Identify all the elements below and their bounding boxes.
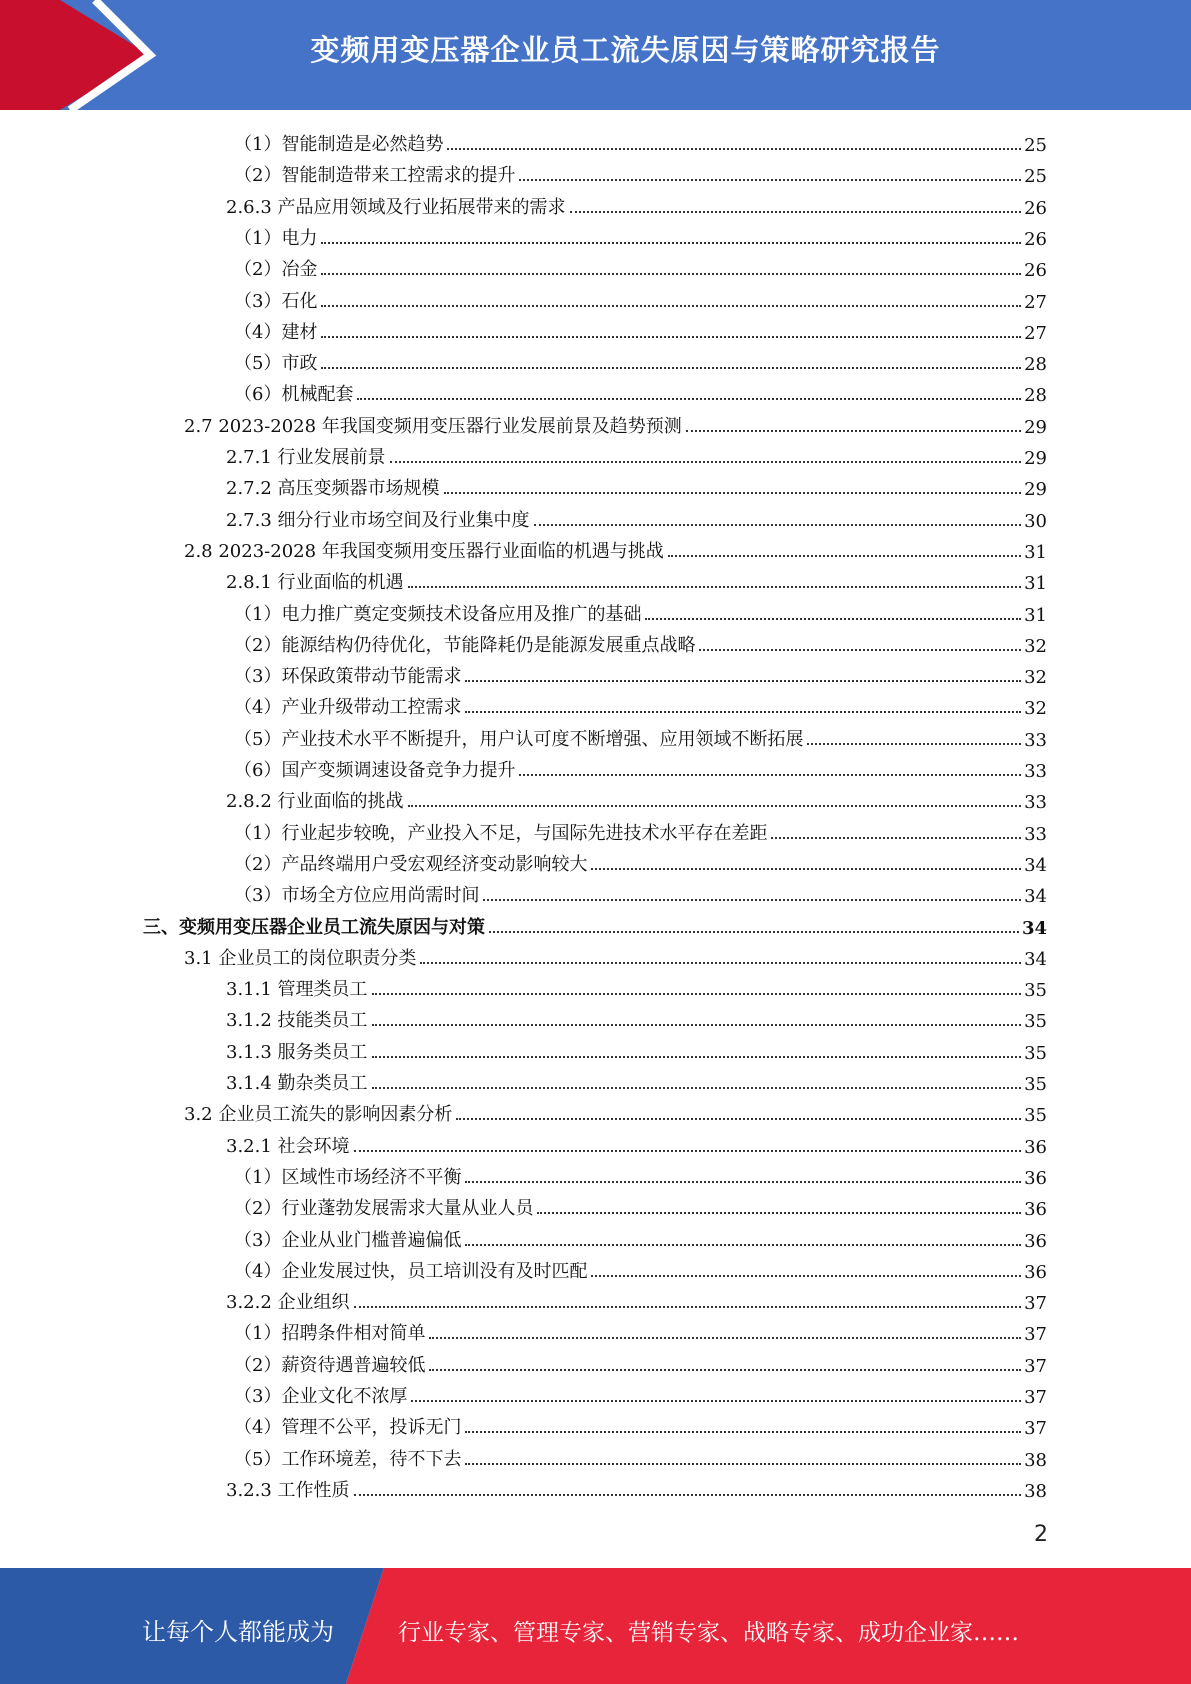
- toc-dot-leader: [534, 524, 1022, 526]
- toc-entry-label: 2.7 2023-2028 年我国变频用变压器行业发展前景及趋势预测: [184, 415, 682, 437]
- toc-entry-page: 30: [1024, 510, 1047, 532]
- toc-entry[interactable]: [234, 691, 1047, 719]
- toc-entry-label: （2）能源结构仍待优化，节能降耗仍是能源发展重点战略: [234, 634, 696, 656]
- toc-entry-label: （1）区域性市场经济不平衡: [234, 1166, 462, 1188]
- toc-entry[interactable]: [234, 1317, 1047, 1345]
- toc-entry[interactable]: [226, 1474, 1047, 1502]
- toc-entry-page: 28: [1024, 354, 1047, 376]
- toc-entry-page: 31: [1024, 541, 1047, 563]
- toc-entry-page: 38: [1024, 1480, 1047, 1502]
- toc-dot-leader: [354, 1306, 1022, 1308]
- toc-entry[interactable]: [234, 316, 1047, 344]
- toc-entry-label: （2）薪资待遇普遍较低: [234, 1354, 426, 1376]
- toc-entry-label: （2）冶金: [234, 259, 318, 281]
- toc-entry[interactable]: [226, 1130, 1047, 1158]
- toc-entry-page: 35: [1024, 1105, 1047, 1127]
- toc-entry-page: 25: [1024, 166, 1047, 188]
- toc-entry[interactable]: [234, 1349, 1047, 1377]
- toc-entry-page: 33: [1024, 761, 1047, 782]
- toc-entry[interactable]: [226, 1036, 1047, 1064]
- toc-entry-label: 3.1.2 技能类员工: [226, 1010, 368, 1032]
- toc-entry-label: （6）机械配套: [234, 384, 354, 406]
- toc-dot-leader: [686, 430, 1021, 432]
- toc-dot-leader: [321, 305, 1021, 307]
- toc-entry-label: （4）产业升级带动工控需求: [234, 697, 462, 719]
- toc-dot-leader: [321, 273, 1021, 275]
- toc-entry-label: （1）电力推广奠定变频技术设备应用及推广的基础: [234, 603, 642, 625]
- toc-entry-label: （2）行业蓬勃发展需求大量从业人员: [234, 1198, 534, 1220]
- toc-entry[interactable]: [234, 347, 1047, 375]
- toc-entry[interactable]: [234, 848, 1047, 876]
- toc-dot-leader: [519, 179, 1021, 181]
- toc-entry-page: 34: [1021, 917, 1047, 939]
- toc-entry-label: （4）建材: [234, 321, 318, 343]
- toc-entry-label: 三、变频用变压器企业员工流失原因与对策: [143, 916, 485, 938]
- toc-entry-label: （5）工作环境差，待不下去: [234, 1448, 462, 1470]
- toc-entry[interactable]: [226, 566, 1047, 594]
- toc-entry-label: 3.1 企业员工的岗位职责分类: [184, 947, 417, 969]
- toc-dot-leader: [807, 743, 1021, 745]
- toc-entry[interactable]: [234, 1380, 1047, 1408]
- toc-entry-page: 34: [1024, 854, 1047, 876]
- toc-entry[interactable]: [234, 1411, 1047, 1439]
- toc-dot-leader: [420, 962, 1021, 964]
- toc-entry-label: （2）产品终端用户受宏观经济变动影响较大: [234, 853, 588, 875]
- toc-dot-leader: [483, 899, 1021, 901]
- toc-entry-label: 3.2.3 工作性质: [226, 1479, 350, 1501]
- toc-entry-label: （1）电力: [234, 227, 318, 249]
- toc-entry[interactable]: [184, 410, 1047, 438]
- toc-entry-label: 2.7.2 高压变频器市场规模: [226, 478, 440, 500]
- footer-slogan-right: 行业专家、管理专家、营销专家、战略专家、成功企业家……: [398, 1620, 1019, 1646]
- toc-dot-leader: [372, 1024, 1022, 1026]
- toc-entry-label: （4）管理不公平，投诉无门: [234, 1417, 462, 1439]
- toc-dot-leader: [354, 1150, 1022, 1152]
- toc-entry-page: 26: [1024, 260, 1047, 282]
- toc-entry[interactable]: [184, 942, 1047, 970]
- toc-entry[interactable]: [234, 1192, 1047, 1220]
- toc-entry-page: 27: [1024, 322, 1047, 344]
- toc-entry[interactable]: [184, 535, 1047, 563]
- page-footer: [0, 1568, 1191, 1684]
- toc-entry[interactable]: [234, 1255, 1047, 1283]
- toc-entry-page: 38: [1024, 1449, 1047, 1471]
- toc-entry-page: 35: [1024, 1011, 1047, 1033]
- toc-dot-leader: [372, 1056, 1022, 1058]
- toc-entry-page: 27: [1024, 291, 1047, 313]
- toc-dot-leader: [321, 336, 1021, 338]
- toc-entry-page: 37: [1024, 1387, 1047, 1408]
- toc-entry[interactable]: [234, 1443, 1047, 1471]
- toc-entry-label: 2.7.1 行业发展前景: [226, 447, 386, 468]
- footer-slogan-left: 让每个人都能成为: [142, 1618, 334, 1646]
- toc-entry-page: 29: [1024, 448, 1047, 469]
- toc-entry-label: （3）环保政策带动节能需求: [234, 666, 462, 688]
- toc-entry-label: （1）智能制造是必然趋势: [234, 134, 444, 155]
- toc-dot-leader: [771, 837, 1021, 839]
- toc-entry-page: 36: [1024, 1261, 1047, 1283]
- toc-dot-leader: [465, 1244, 1021, 1246]
- toc-entry-page: 31: [1024, 604, 1047, 626]
- toc-entry-page: 28: [1024, 385, 1047, 407]
- toc-dot-leader: [429, 1337, 1021, 1339]
- toc-dot-leader: [465, 1181, 1021, 1183]
- toc-dot-leader: [465, 680, 1021, 682]
- toc-dot-leader: [408, 586, 1022, 588]
- toc-dot-leader: [447, 148, 1021, 150]
- toc-entry[interactable]: [234, 128, 1047, 156]
- toc-entry-page: 34: [1024, 948, 1047, 970]
- toc-entry-page: 36: [1024, 1136, 1047, 1158]
- toc-dot-leader: [465, 1463, 1021, 1465]
- toc-entry-page: 35: [1024, 1042, 1047, 1064]
- toc-dot-leader: [444, 492, 1022, 494]
- toc-entry[interactable]: [143, 911, 1047, 939]
- toc-entry-label: 3.1.1 管理类员工: [226, 979, 368, 1001]
- toc-dot-leader: [465, 1431, 1021, 1433]
- toc-entry-page: 33: [1024, 729, 1047, 751]
- toc-entry[interactable]: [234, 1224, 1047, 1252]
- toc-entry-page: 32: [1024, 667, 1047, 689]
- toc-entry[interactable]: [234, 723, 1047, 751]
- toc-dot-leader: [411, 1400, 1021, 1402]
- page-number: 2: [1034, 1522, 1048, 1547]
- toc-entry[interactable]: [234, 879, 1047, 907]
- toc-entry[interactable]: [234, 222, 1047, 250]
- toc-entry-label: （2）智能制造带来工控需求的提升: [234, 165, 516, 187]
- toc-entry-page: 25: [1024, 135, 1047, 156]
- toc-entry[interactable]: [226, 785, 1047, 813]
- toc-entry-page: 35: [1024, 1074, 1047, 1095]
- toc-entry-label: （5）产业技术水平不断提升，用户认可度不断增强、应用领域不断拓展: [234, 728, 804, 750]
- toc-entry-label: （6）国产变频调速设备竞争力提升: [234, 760, 516, 781]
- toc-entry-label: 3.2 企业员工流失的影响因素分析: [184, 1104, 453, 1126]
- toc-entry-label: 3.1.3 服务类员工: [226, 1041, 368, 1063]
- toc-entry-label: 3.2.2 企业组织: [226, 1292, 350, 1314]
- toc-dot-leader: [456, 1118, 1021, 1120]
- toc-entry-label: （3）市场全方位应用尚需时间: [234, 885, 480, 907]
- toc-dot-leader: [465, 711, 1021, 713]
- toc-entry-page: 33: [1024, 823, 1047, 845]
- toc-dot-leader: [489, 931, 1019, 933]
- toc-dot-leader: [390, 461, 1022, 463]
- toc-entry-page: 37: [1024, 1324, 1047, 1346]
- toc-dot-leader: [645, 618, 1021, 620]
- toc-entry[interactable]: [234, 754, 1047, 782]
- toc-entry[interactable]: [226, 472, 1047, 500]
- toc-entry-page: 31: [1024, 573, 1047, 595]
- toc-entry[interactable]: [234, 660, 1047, 688]
- toc-entry[interactable]: [234, 598, 1047, 626]
- toc-dot-leader: [570, 211, 1022, 213]
- toc-dot-leader: [429, 1369, 1021, 1371]
- toc-entry-page: 32: [1024, 698, 1047, 720]
- toc-entry-page: 29: [1024, 479, 1047, 501]
- toc-dot-leader: [357, 398, 1021, 400]
- toc-entry[interactable]: [234, 378, 1047, 406]
- toc-entry-label: 3.2.1 社会环境: [226, 1135, 350, 1157]
- toc-entry-label: 2.8.1 行业面临的机遇: [226, 572, 404, 594]
- toc-entry-page: 35: [1024, 980, 1047, 1002]
- toc-entry[interactable]: [234, 629, 1047, 657]
- toc-entry[interactable]: [234, 253, 1047, 281]
- toc-entry[interactable]: [226, 1067, 1047, 1095]
- toc-entry-page: 37: [1024, 1418, 1047, 1440]
- toc-entry-label: 2.6.3 产品应用领域及行业拓展带来的需求: [226, 196, 566, 218]
- toc-entry[interactable]: [226, 191, 1047, 219]
- toc-entry[interactable]: [226, 1286, 1047, 1314]
- page-header: [0, 0, 1191, 110]
- toc-entry[interactable]: [234, 1161, 1047, 1189]
- toc-entry-page: 34: [1024, 886, 1047, 908]
- toc-entry[interactable]: [184, 1098, 1047, 1126]
- toc-entry-label: （3）企业从业门槛普遍偏低: [234, 1229, 462, 1251]
- toc-entry-page: 26: [1024, 197, 1047, 219]
- toc-entry-label: （5）市政: [234, 353, 318, 375]
- toc-entry-label: 3.1.4 勤杂类员工: [226, 1073, 368, 1094]
- toc-dot-leader: [354, 1494, 1022, 1496]
- toc-entry-label: 2.7.3 细分行业市场空间及行业集中度: [226, 509, 530, 531]
- toc-entry-page: 26: [1024, 228, 1047, 250]
- toc-entry[interactable]: [226, 1004, 1047, 1032]
- toc-entry-page: 37: [1024, 1293, 1047, 1315]
- toc-dot-leader: [519, 774, 1021, 776]
- toc-dot-leader: [591, 1275, 1021, 1277]
- toc-dot-leader: [372, 993, 1022, 995]
- toc-entry-label: （3）石化: [234, 290, 318, 312]
- toc-dot-leader: [537, 1212, 1021, 1214]
- toc-entry-label: （3）企业文化不浓厚: [234, 1386, 408, 1407]
- toc-entry[interactable]: [234, 159, 1047, 187]
- toc-entry-page: 36: [1024, 1167, 1047, 1189]
- toc-entry[interactable]: [226, 973, 1047, 1001]
- toc-entry-label: 2.8 2023-2028 年我国变频用变压器行业面临的机遇与挑战: [184, 540, 664, 562]
- toc-entry[interactable]: [234, 285, 1047, 313]
- toc-dot-leader: [699, 649, 1021, 651]
- toc-entry-page: 36: [1024, 1230, 1047, 1252]
- report-title: 变频用变压器企业员工流失原因与策略研究报告: [310, 33, 941, 67]
- toc-entry-label: （4）企业发展过快，员工培训没有及时匹配: [234, 1260, 588, 1282]
- toc-dot-leader: [408, 805, 1022, 807]
- toc-entry[interactable]: [226, 441, 1047, 469]
- toc-entry-page: 32: [1024, 635, 1047, 657]
- toc-entry-page: 37: [1024, 1355, 1047, 1377]
- toc-entry-label: （1）招聘条件相对简单: [234, 1323, 426, 1345]
- toc-entry-page: 29: [1024, 416, 1047, 438]
- toc-dot-leader: [372, 1087, 1022, 1089]
- toc-entry-page: 33: [1024, 792, 1047, 814]
- toc-dot-leader: [321, 242, 1021, 244]
- toc-entry[interactable]: [234, 817, 1047, 845]
- toc-dot-leader: [321, 367, 1021, 369]
- toc-entry-page: 36: [1024, 1199, 1047, 1221]
- toc-entry-label: 2.8.2 行业面临的挑战: [226, 791, 404, 813]
- toc-dot-leader: [668, 555, 1021, 557]
- toc-entry-label: （1）行业起步较晚，产业投入不足，与国际先进技术水平存在差距: [234, 822, 768, 844]
- toc-entry[interactable]: [226, 504, 1047, 532]
- toc-dot-leader: [591, 868, 1021, 870]
